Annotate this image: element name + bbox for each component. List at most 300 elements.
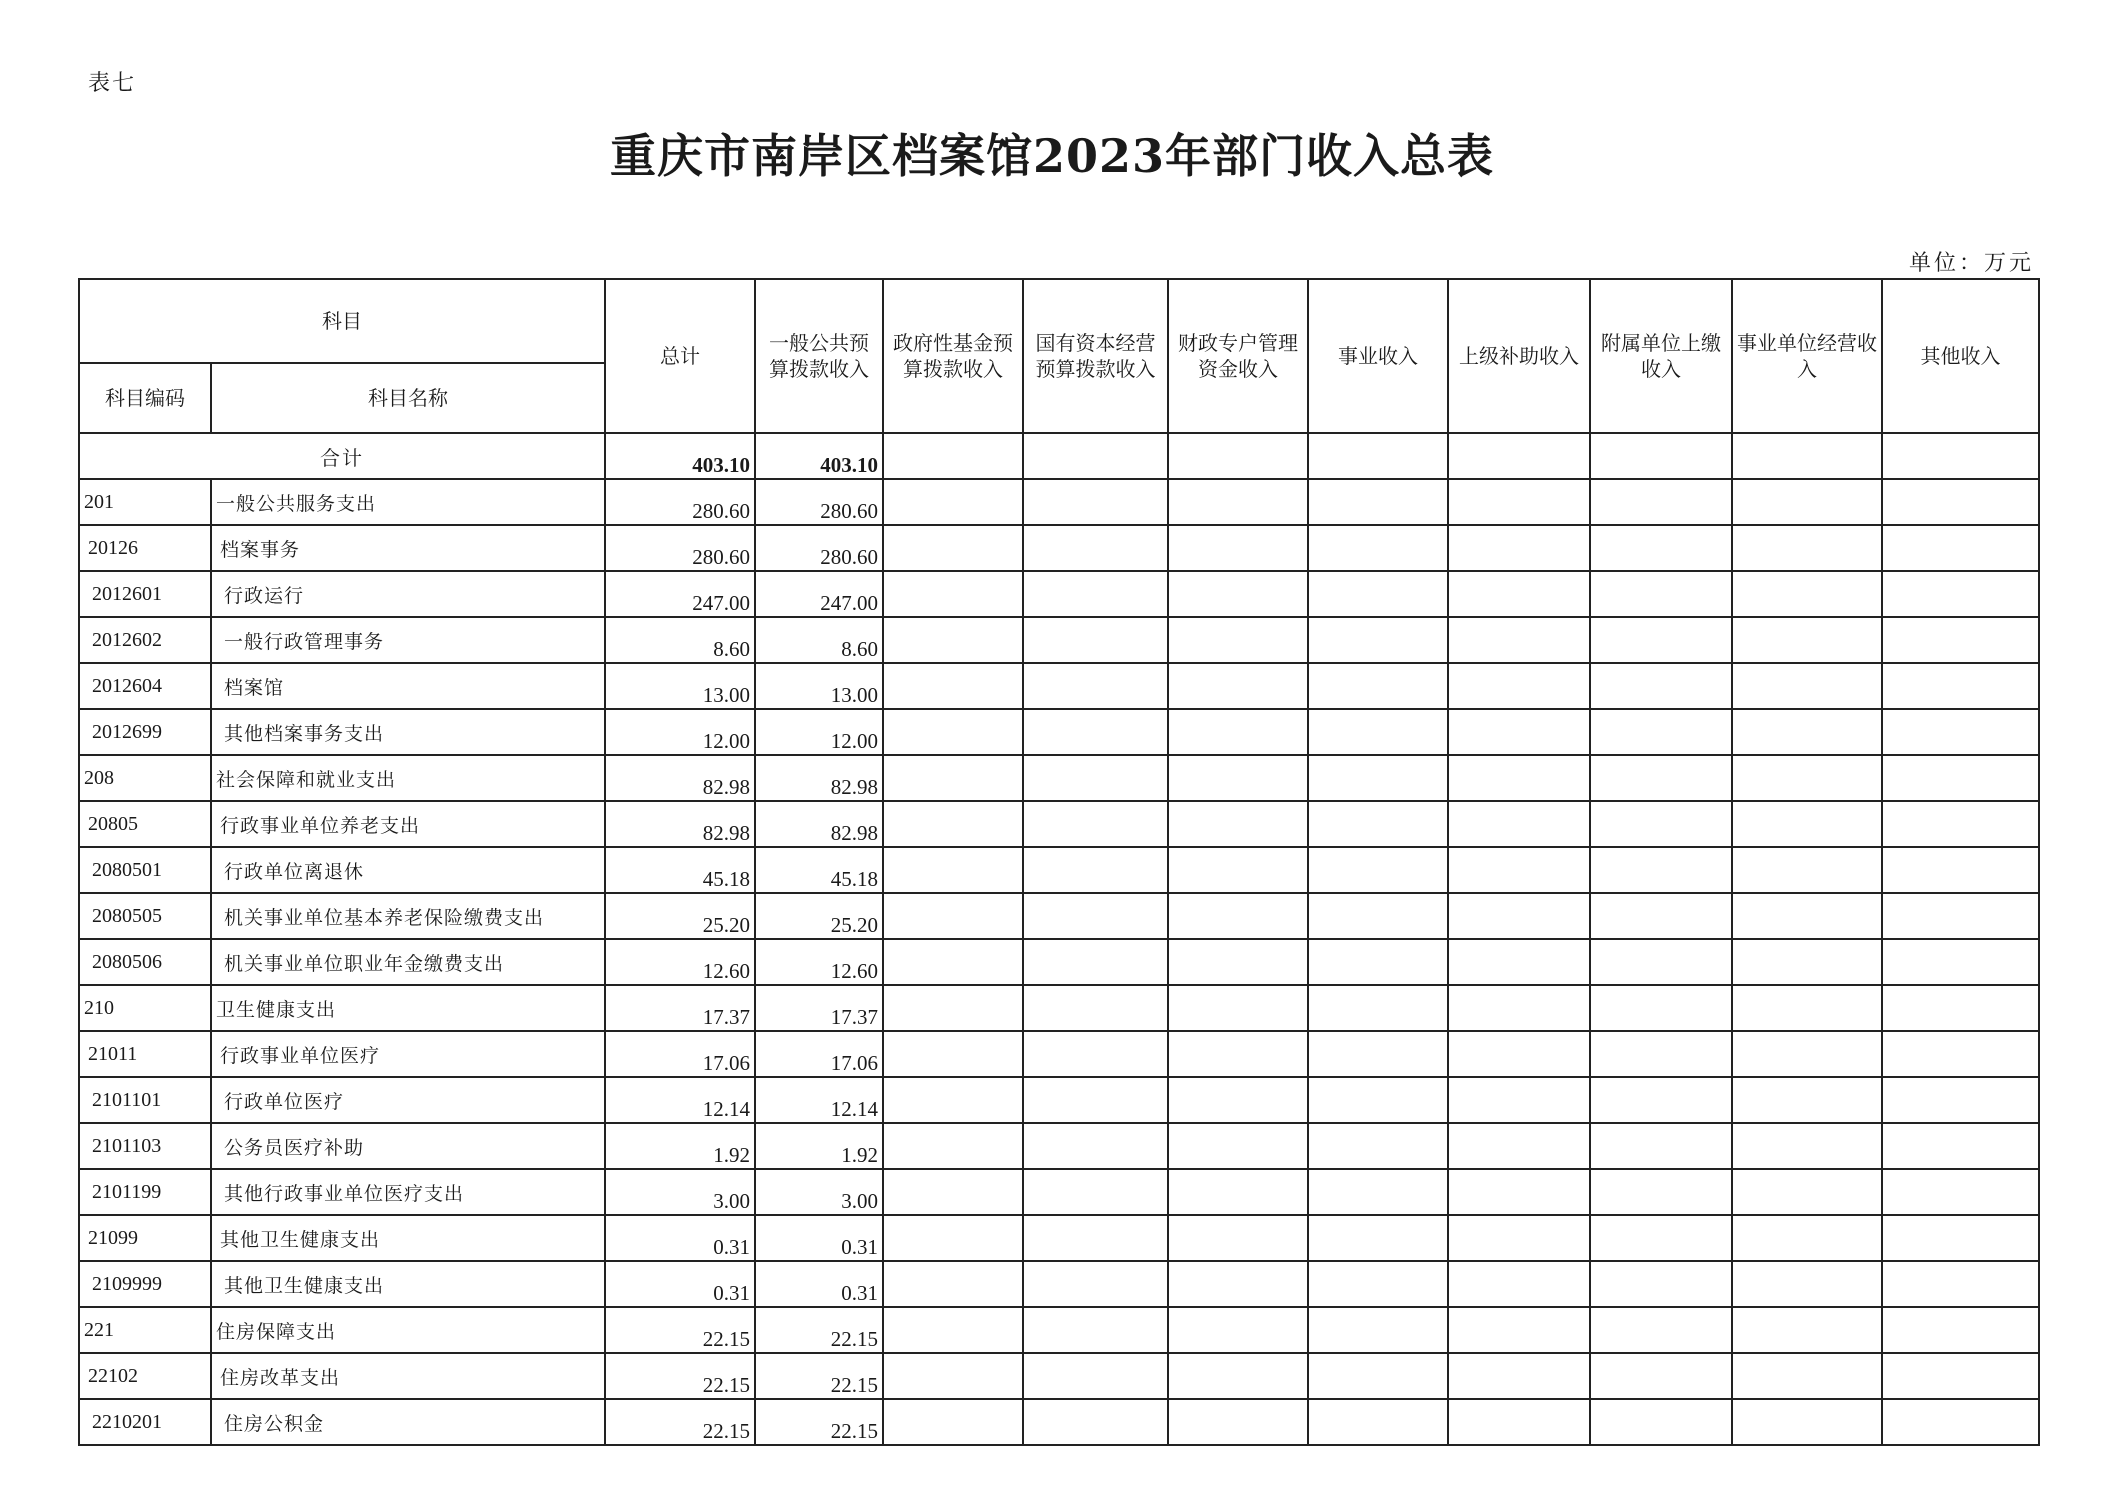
other-income-cell	[1882, 1031, 2039, 1077]
special-account-cell	[1168, 1215, 1308, 1261]
operating-income-cell	[1732, 893, 1882, 939]
superior-subsidy-cell	[1448, 479, 1590, 525]
special-account-cell	[1168, 617, 1308, 663]
business-income-cell	[1308, 1307, 1448, 1353]
state-capital-cell	[1023, 1077, 1168, 1123]
subject-name-cell: 卫生健康支出	[211, 985, 605, 1031]
other-income-cell	[1882, 1123, 2039, 1169]
affiliated-income-cell	[1590, 1123, 1732, 1169]
gov-fund-cell	[883, 617, 1023, 663]
superior-subsidy-cell	[1448, 1353, 1590, 1399]
special-account-cell	[1168, 801, 1308, 847]
business-income-cell	[1308, 709, 1448, 755]
income-table	[78, 278, 2040, 1446]
business-income-cell	[1308, 801, 1448, 847]
header-operating-income: 事业单位经营收入	[1732, 279, 1882, 433]
operating-income-cell	[1732, 801, 1882, 847]
state-capital-cell	[1023, 1261, 1168, 1307]
general-budget-cell: 1.92	[755, 1123, 883, 1169]
other-income-cell	[1882, 663, 2039, 709]
total-cell: 13.00	[605, 663, 755, 709]
state-capital-cell	[1023, 847, 1168, 893]
subject-code-cell: 2210201	[79, 1399, 211, 1445]
total-cell: 0.31	[605, 1261, 755, 1307]
special-account-cell	[1168, 1031, 1308, 1077]
total-cell: 17.06	[605, 1031, 755, 1077]
business-income-cell	[1308, 1123, 1448, 1169]
general-budget-cell: 45.18	[755, 847, 883, 893]
total-row	[79, 433, 2039, 479]
subject-code-cell: 2101101	[79, 1077, 211, 1123]
unit-label: 单位：万元	[1908, 251, 2034, 276]
subject-code-cell: 221	[79, 1307, 211, 1353]
other-income-cell	[1882, 1215, 2039, 1261]
other-income-cell	[1882, 1261, 2039, 1307]
affiliated-income-cell	[1590, 755, 1732, 801]
affiliated-income-cell	[1590, 939, 1732, 985]
superior-subsidy-cell	[1448, 939, 1590, 985]
total-cell: 280.60	[605, 525, 755, 571]
state-capital-cell	[1023, 985, 1168, 1031]
gov-fund-cell	[883, 1031, 1023, 1077]
business-income-cell	[1308, 571, 1448, 617]
business-income-cell	[1308, 617, 1448, 663]
header-subject-name: 科目名称	[211, 363, 605, 433]
business-income-cell	[1308, 847, 1448, 893]
gov-fund-cell	[883, 1353, 1023, 1399]
affiliated-income-cell	[1590, 1077, 1732, 1123]
special-account-cell	[1168, 1077, 1308, 1123]
state-capital-cell	[1023, 1399, 1168, 1445]
table-row	[79, 801, 2039, 847]
other-income-cell	[1882, 571, 2039, 617]
gov-fund-cell	[883, 1123, 1023, 1169]
state-capital-cell	[1023, 1353, 1168, 1399]
total-cell: 22.15	[605, 1307, 755, 1353]
general-budget-cell: 403.10	[755, 433, 883, 479]
business-income-cell	[1308, 1031, 1448, 1077]
state-capital-cell	[1023, 939, 1168, 985]
other-income-cell	[1882, 801, 2039, 847]
operating-income-cell	[1732, 1123, 1882, 1169]
general-budget-cell: 0.31	[755, 1215, 883, 1261]
gov-fund-cell	[883, 1261, 1023, 1307]
operating-income-cell	[1732, 939, 1882, 985]
other-income-cell	[1882, 433, 2039, 479]
general-budget-cell: 280.60	[755, 525, 883, 571]
subject-name-cell: 行政单位离退休	[211, 847, 605, 893]
gov-fund-cell	[883, 663, 1023, 709]
special-account-cell	[1168, 479, 1308, 525]
special-account-cell	[1168, 1353, 1308, 1399]
total-cell: 3.00	[605, 1169, 755, 1215]
affiliated-income-cell	[1590, 617, 1732, 663]
superior-subsidy-cell	[1448, 801, 1590, 847]
other-income-cell	[1882, 709, 2039, 755]
subject-name-cell: 住房公积金	[211, 1399, 605, 1445]
general-budget-cell: 25.20	[755, 893, 883, 939]
other-income-cell	[1882, 1399, 2039, 1445]
state-capital-cell	[1023, 1031, 1168, 1077]
subject-name-cell: 其他卫生健康支出	[211, 1215, 605, 1261]
special-account-cell	[1168, 1169, 1308, 1215]
total-cell: 0.31	[605, 1215, 755, 1261]
subject-code-cell: 208	[79, 755, 211, 801]
superior-subsidy-cell	[1448, 847, 1590, 893]
general-budget-cell: 280.60	[755, 479, 883, 525]
affiliated-income-cell	[1590, 571, 1732, 617]
subject-name-cell: 其他卫生健康支出	[211, 1261, 605, 1307]
header-general-budget: 一般公共预算拨款收入	[755, 279, 883, 433]
gov-fund-cell	[883, 1215, 1023, 1261]
special-account-cell	[1168, 985, 1308, 1031]
superior-subsidy-cell	[1448, 755, 1590, 801]
total-cell: 17.37	[605, 985, 755, 1031]
table-row	[79, 755, 2039, 801]
table-row	[79, 1307, 2039, 1353]
other-income-cell	[1882, 1169, 2039, 1215]
gov-fund-cell	[883, 1077, 1023, 1123]
general-budget-cell: 17.37	[755, 985, 883, 1031]
affiliated-income-cell	[1590, 1261, 1732, 1307]
gov-fund-cell	[883, 893, 1023, 939]
header-special-account: 财政专户管理资金收入	[1168, 279, 1308, 433]
other-income-cell	[1882, 479, 2039, 525]
business-income-cell	[1308, 893, 1448, 939]
other-income-cell	[1882, 985, 2039, 1031]
special-account-cell	[1168, 709, 1308, 755]
gov-fund-cell	[883, 1307, 1023, 1353]
affiliated-income-cell	[1590, 663, 1732, 709]
gov-fund-cell	[883, 755, 1023, 801]
table-row	[79, 1077, 2039, 1123]
other-income-cell	[1882, 1353, 2039, 1399]
header-subject: 科目	[79, 279, 605, 363]
subject-code-cell: 21099	[79, 1215, 211, 1261]
header-superior-subsidy: 上级补助收入	[1448, 279, 1590, 433]
subject-name-cell: 住房保障支出	[211, 1307, 605, 1353]
general-budget-cell: 82.98	[755, 755, 883, 801]
gov-fund-cell	[883, 939, 1023, 985]
header-state-capital: 国有资本经营预算拨款收入	[1023, 279, 1168, 433]
total-cell: 82.98	[605, 755, 755, 801]
subject-code-cell: 20126	[79, 525, 211, 571]
state-capital-cell	[1023, 755, 1168, 801]
superior-subsidy-cell	[1448, 433, 1590, 479]
subject-name-cell: 其他行政事业单位医疗支出	[211, 1169, 605, 1215]
affiliated-income-cell	[1590, 479, 1732, 525]
operating-income-cell	[1732, 617, 1882, 663]
other-income-cell	[1882, 847, 2039, 893]
subject-name-cell: 一般公共服务支出	[211, 479, 605, 525]
superior-subsidy-cell	[1448, 1077, 1590, 1123]
subject-code-cell: 2012699	[79, 709, 211, 755]
subject-name-cell: 其他档案事务支出	[211, 709, 605, 755]
subject-name-cell: 行政运行	[211, 571, 605, 617]
affiliated-income-cell	[1590, 1399, 1732, 1445]
table-row	[79, 1169, 2039, 1215]
general-budget-cell: 12.14	[755, 1077, 883, 1123]
operating-income-cell	[1732, 1169, 1882, 1215]
special-account-cell	[1168, 847, 1308, 893]
other-income-cell	[1882, 1077, 2039, 1123]
superior-subsidy-cell	[1448, 525, 1590, 571]
gov-fund-cell	[883, 1399, 1023, 1445]
general-budget-cell: 17.06	[755, 1031, 883, 1077]
operating-income-cell	[1732, 433, 1882, 479]
affiliated-income-cell	[1590, 1031, 1732, 1077]
state-capital-cell	[1023, 1307, 1168, 1353]
business-income-cell	[1308, 1399, 1448, 1445]
table-number: 表七	[88, 71, 137, 96]
affiliated-income-cell	[1590, 1169, 1732, 1215]
other-income-cell	[1882, 755, 2039, 801]
subject-name-cell: 社会保障和就业支出	[211, 755, 605, 801]
gov-fund-cell	[883, 709, 1023, 755]
business-income-cell	[1308, 755, 1448, 801]
operating-income-cell	[1732, 571, 1882, 617]
state-capital-cell	[1023, 663, 1168, 709]
total-cell: 22.15	[605, 1353, 755, 1399]
state-capital-cell	[1023, 479, 1168, 525]
operating-income-cell	[1732, 1399, 1882, 1445]
gov-fund-cell	[883, 801, 1023, 847]
gov-fund-cell	[883, 525, 1023, 571]
general-budget-cell: 0.31	[755, 1261, 883, 1307]
affiliated-income-cell	[1590, 893, 1732, 939]
other-income-cell	[1882, 893, 2039, 939]
total-cell: 25.20	[605, 893, 755, 939]
affiliated-income-cell	[1590, 1307, 1732, 1353]
state-capital-cell	[1023, 525, 1168, 571]
table-row	[79, 1215, 2039, 1261]
table-row	[79, 663, 2039, 709]
business-income-cell	[1308, 1215, 1448, 1261]
operating-income-cell	[1732, 755, 1882, 801]
subject-code-cell: 201	[79, 479, 211, 525]
state-capital-cell	[1023, 571, 1168, 617]
business-income-cell	[1308, 1077, 1448, 1123]
subject-name-cell: 行政事业单位养老支出	[211, 801, 605, 847]
operating-income-cell	[1732, 1261, 1882, 1307]
total-cell: 280.60	[605, 479, 755, 525]
page-title: 重庆市南岸区档案馆2023年部门收入总表	[609, 129, 1495, 183]
superior-subsidy-cell	[1448, 1399, 1590, 1445]
business-income-cell	[1308, 433, 1448, 479]
subject-code-cell: 22102	[79, 1353, 211, 1399]
superior-subsidy-cell	[1448, 617, 1590, 663]
subject-name-cell: 档案馆	[211, 663, 605, 709]
gov-fund-cell	[883, 479, 1023, 525]
operating-income-cell	[1732, 1077, 1882, 1123]
total-label: 合计	[79, 433, 605, 479]
affiliated-income-cell	[1590, 847, 1732, 893]
other-income-cell	[1882, 617, 2039, 663]
superior-subsidy-cell	[1448, 709, 1590, 755]
special-account-cell	[1168, 571, 1308, 617]
superior-subsidy-cell	[1448, 1215, 1590, 1261]
subject-code-cell: 2109999	[79, 1261, 211, 1307]
state-capital-cell	[1023, 617, 1168, 663]
subject-name-cell: 机关事业单位职业年金缴费支出	[211, 939, 605, 985]
subject-name-cell: 机关事业单位基本养老保险缴费支出	[211, 893, 605, 939]
state-capital-cell	[1023, 893, 1168, 939]
state-capital-cell	[1023, 1169, 1168, 1215]
state-capital-cell	[1023, 1215, 1168, 1261]
special-account-cell	[1168, 433, 1308, 479]
general-budget-cell: 13.00	[755, 663, 883, 709]
superior-subsidy-cell	[1448, 985, 1590, 1031]
general-budget-cell: 12.00	[755, 709, 883, 755]
special-account-cell	[1168, 755, 1308, 801]
subject-code-cell: 2101103	[79, 1123, 211, 1169]
state-capital-cell	[1023, 801, 1168, 847]
operating-income-cell	[1732, 1307, 1882, 1353]
operating-income-cell	[1732, 479, 1882, 525]
special-account-cell	[1168, 525, 1308, 571]
header-subject-code: 科目编码	[79, 363, 211, 433]
table-row	[79, 1399, 2039, 1445]
superior-subsidy-cell	[1448, 1261, 1590, 1307]
affiliated-income-cell	[1590, 801, 1732, 847]
table-row	[79, 709, 2039, 755]
general-budget-cell: 82.98	[755, 801, 883, 847]
subject-code-cell: 2080501	[79, 847, 211, 893]
subject-code-cell: 20805	[79, 801, 211, 847]
operating-income-cell	[1732, 1353, 1882, 1399]
affiliated-income-cell	[1590, 1353, 1732, 1399]
operating-income-cell	[1732, 847, 1882, 893]
business-income-cell	[1308, 479, 1448, 525]
business-income-cell	[1308, 525, 1448, 571]
total-cell: 22.15	[605, 1399, 755, 1445]
total-cell: 12.60	[605, 939, 755, 985]
header-business-income: 事业收入	[1308, 279, 1448, 433]
special-account-cell	[1168, 1261, 1308, 1307]
subject-name-cell: 档案事务	[211, 525, 605, 571]
table-row	[79, 525, 2039, 571]
affiliated-income-cell	[1590, 433, 1732, 479]
header-other-income: 其他收入	[1882, 279, 2039, 433]
other-income-cell	[1882, 525, 2039, 571]
operating-income-cell	[1732, 1215, 1882, 1261]
general-budget-cell: 3.00	[755, 1169, 883, 1215]
table-row	[79, 1031, 2039, 1077]
gov-fund-cell	[883, 1169, 1023, 1215]
general-budget-cell: 12.60	[755, 939, 883, 985]
special-account-cell	[1168, 1123, 1308, 1169]
superior-subsidy-cell	[1448, 663, 1590, 709]
subject-name-cell: 行政事业单位医疗	[211, 1031, 605, 1077]
business-income-cell	[1308, 1261, 1448, 1307]
operating-income-cell	[1732, 525, 1882, 571]
total-cell: 1.92	[605, 1123, 755, 1169]
other-income-cell	[1882, 1307, 2039, 1353]
subject-name-cell: 一般行政管理事务	[211, 617, 605, 663]
state-capital-cell	[1023, 709, 1168, 755]
table-row	[79, 1123, 2039, 1169]
table-body	[79, 433, 2039, 1445]
state-capital-cell	[1023, 1123, 1168, 1169]
business-income-cell	[1308, 1353, 1448, 1399]
gov-fund-cell	[883, 571, 1023, 617]
table-row	[79, 1261, 2039, 1307]
subject-code-cell: 21011	[79, 1031, 211, 1077]
business-income-cell	[1308, 939, 1448, 985]
affiliated-income-cell	[1590, 985, 1732, 1031]
table-row	[79, 1353, 2039, 1399]
table-header	[79, 279, 2039, 433]
table-row	[79, 479, 2039, 525]
table-row	[79, 985, 2039, 1031]
total-cell: 45.18	[605, 847, 755, 893]
table-row	[79, 847, 2039, 893]
table-row	[79, 939, 2039, 985]
superior-subsidy-cell	[1448, 1307, 1590, 1353]
operating-income-cell	[1732, 663, 1882, 709]
total-cell: 12.00	[605, 709, 755, 755]
total-cell: 8.60	[605, 617, 755, 663]
affiliated-income-cell	[1590, 1215, 1732, 1261]
business-income-cell	[1308, 985, 1448, 1031]
total-cell: 403.10	[605, 433, 755, 479]
subject-code-cell: 210	[79, 985, 211, 1031]
subject-name-cell: 住房改革支出	[211, 1353, 605, 1399]
subject-code-cell: 2012604	[79, 663, 211, 709]
general-budget-cell: 22.15	[755, 1399, 883, 1445]
subject-code-cell: 2080506	[79, 939, 211, 985]
subject-code-cell: 2012601	[79, 571, 211, 617]
header-affiliated-income: 附属单位上缴收入	[1590, 279, 1732, 433]
other-income-cell	[1882, 939, 2039, 985]
special-account-cell	[1168, 939, 1308, 985]
total-cell: 82.98	[605, 801, 755, 847]
affiliated-income-cell	[1590, 525, 1732, 571]
superior-subsidy-cell	[1448, 1031, 1590, 1077]
affiliated-income-cell	[1590, 709, 1732, 755]
gov-fund-cell	[883, 433, 1023, 479]
special-account-cell	[1168, 663, 1308, 709]
table-row	[79, 893, 2039, 939]
operating-income-cell	[1732, 709, 1882, 755]
general-budget-cell: 247.00	[755, 571, 883, 617]
special-account-cell	[1168, 1307, 1308, 1353]
general-budget-cell: 8.60	[755, 617, 883, 663]
superior-subsidy-cell	[1448, 1169, 1590, 1215]
header-total: 总计	[605, 279, 755, 433]
subject-name-cell: 行政单位医疗	[211, 1077, 605, 1123]
business-income-cell	[1308, 1169, 1448, 1215]
business-income-cell	[1308, 663, 1448, 709]
gov-fund-cell	[883, 847, 1023, 893]
total-cell: 247.00	[605, 571, 755, 617]
total-cell: 12.14	[605, 1077, 755, 1123]
special-account-cell	[1168, 893, 1308, 939]
operating-income-cell	[1732, 1031, 1882, 1077]
subject-code-cell: 2012602	[79, 617, 211, 663]
operating-income-cell	[1732, 985, 1882, 1031]
header-gov-fund: 政府性基金预算拨款收入	[883, 279, 1023, 433]
superior-subsidy-cell	[1448, 1123, 1590, 1169]
table-row	[79, 571, 2039, 617]
table-row	[79, 617, 2039, 663]
special-account-cell	[1168, 1399, 1308, 1445]
general-budget-cell: 22.15	[755, 1307, 883, 1353]
superior-subsidy-cell	[1448, 893, 1590, 939]
general-budget-cell: 22.15	[755, 1353, 883, 1399]
superior-subsidy-cell	[1448, 571, 1590, 617]
subject-code-cell: 2080505	[79, 893, 211, 939]
